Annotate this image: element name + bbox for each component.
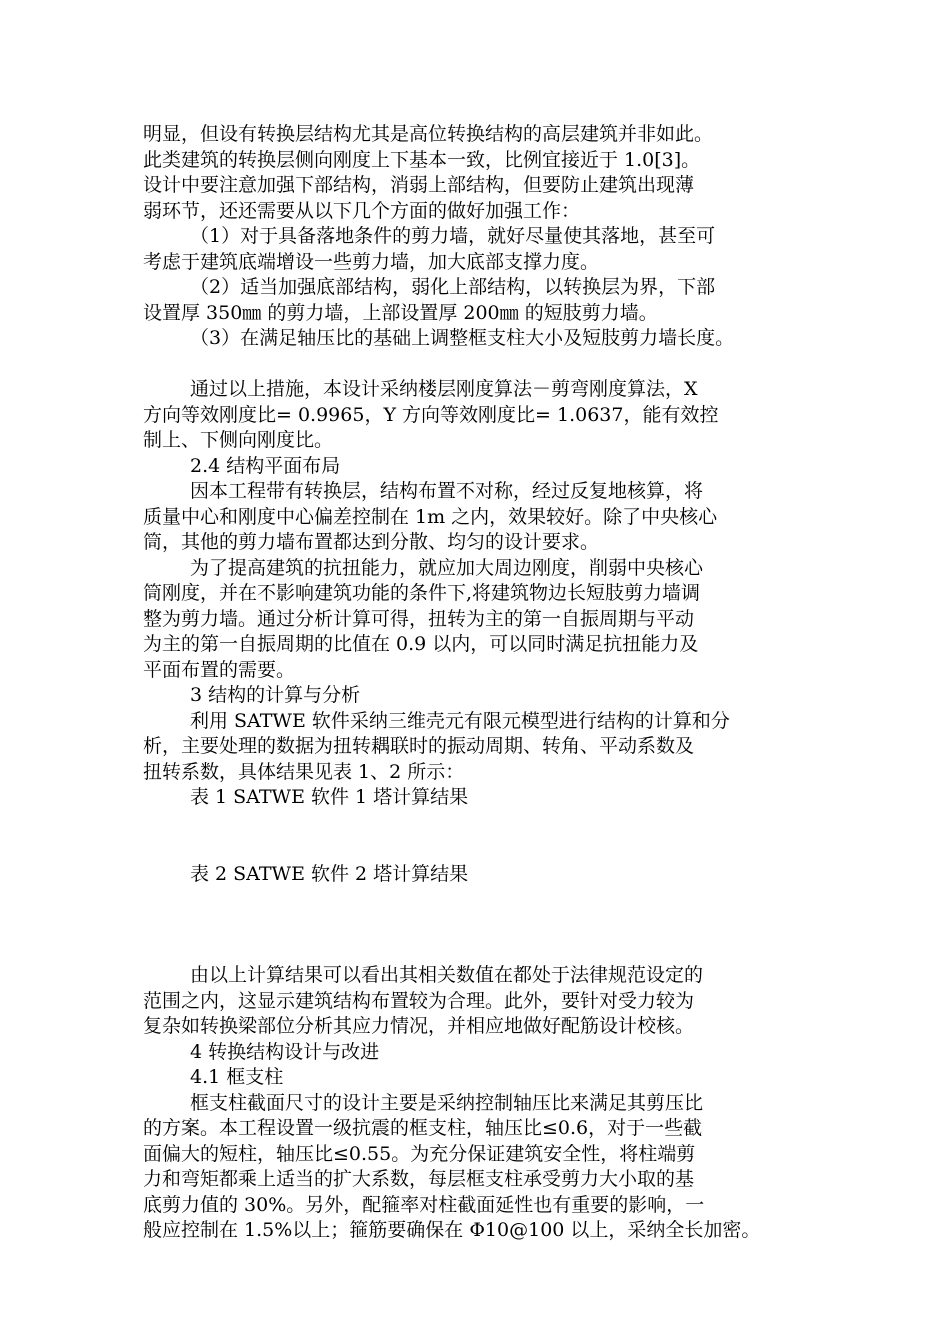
text-line: 为主的第一自振周期的比值在 0.9 以内，可以同时满足抗扭能力及 (143, 633, 699, 655)
text-line: 筒刚度，并在不影响建筑功能的条件下,将建筑物边长短肢剪力墙调 (143, 582, 701, 604)
text-line: 面偏大的短柱，轴压比≤0.55。为充分保证建筑安全性，将柱端剪 (143, 1142, 696, 1165)
text-line: 通过以上措施，本设计采纳楼层刚度算法－剪弯刚度算法，X (190, 378, 698, 400)
list-item-1 (143, 224, 823, 275)
text-line: （2）适当加强底部结构，弱化上部结构，以转换层为界，下部 (190, 276, 716, 298)
list-item-3 (143, 326, 823, 352)
text-line: 整为剪力墙。通过分析计算可得，扭转为主的第一自振周期与平动 (143, 607, 695, 630)
text-line: 方向等效刚度比= 0.9965，Y 方向等效刚度比= 1.0637，能有效控 (143, 403, 719, 426)
paragraph-measures (143, 377, 823, 454)
text-line: 筒，其他的剪力墙布置都达到分散、均匀的设计要求。 (143, 531, 600, 553)
text-line: 复杂如转换梁部位分析其应力情况，并相应地做好配筋设计校核。 (143, 1015, 695, 1037)
paragraph-results (143, 963, 823, 1040)
section-heading-2-4: 2.4 结构平面布局 (190, 454, 341, 477)
paragraph-satwe (143, 709, 823, 786)
table-2-placeholder (143, 887, 823, 963)
list-item-2 (143, 275, 823, 326)
section-heading-4: 4 转换结构设计与改进 (190, 1040, 380, 1063)
table-1-placeholder (143, 811, 823, 862)
text-line: （1）对于具备落地条件的剪力墙，就好尽量使其落地，甚至可 (190, 225, 716, 247)
text-line: 为了提高建筑的抗扭能力，就应加大周边刚度，削弱中央核心 (190, 556, 704, 579)
text-line: 弱环节，还还需要从以下几个方面的做好加强工作： (143, 199, 581, 222)
text-line: 力和弯矩都乘上适当的扩大系数，每层框支柱承受剪力大小取的基 (143, 1168, 695, 1190)
section-heading-3: 3 结构的计算与分析 (190, 684, 361, 706)
text-line: 平面布置的需要。 (143, 658, 296, 681)
section-heading-4-1: 4.1 框支柱 (190, 1066, 284, 1088)
text-line: 考虑于建筑底端增设一些剪力墙，加大底部支撑力度。 (143, 250, 600, 273)
text-line: 利用 SATWE 软件采纳三维壳元有限元模型进行结构的计算和分 (190, 709, 730, 732)
table-1-caption: 表 1 SATWE 软件 1 塔计算结果 (190, 786, 469, 808)
text-line: 范围之内，这显示建筑结构布置较为合理。此外，要针对受力较为 (143, 989, 695, 1012)
document-page (143, 122, 823, 1244)
text-line: 的方案。本工程设置一级抗震的框支柱，轴压比≤0.6，对于一些截 (143, 1117, 703, 1139)
text-line: 明显，但设有转换层结构尤其是高位转换结构的高层建筑并非如此。 (143, 123, 714, 145)
text-line: 质量中心和刚度中心偏差控制在 1m 之内，效果较好。除了中央核心 (143, 505, 718, 528)
text-line: 设计中要注意加强下部结构，消弱上部结构，但要防止建筑出现薄 (143, 174, 695, 196)
blank-line (143, 352, 823, 378)
text-line: 因本工程带有转换层，结构布置不对称，经过反复地核算，将 (190, 480, 704, 502)
text-line: 制上、下侧向刚度比。 (143, 429, 334, 451)
text-line: 底剪力值的 30%。另外，配箍率对柱截面延性也有重要的影响，一 (143, 1193, 705, 1216)
table-2-caption: 表 2 SATWE 软件 2 塔计算结果 (190, 862, 469, 885)
text-line: 析，主要处理的数据为扭转耦联时的振动周期、转角、平动系数及 (143, 735, 695, 757)
paragraph-layout (143, 479, 823, 556)
paragraph-column (143, 1091, 823, 1244)
text-line: （3）在满足轴压比的基础上调整框支柱大小及短肢剪力墙长度。 (190, 327, 735, 349)
text-line: 框支柱截面尺寸的设计主要是采纳控制轴压比来满足其剪压比 (190, 1091, 704, 1114)
text-line: 扭转系数，具体结果见表 1、2 所示： (143, 760, 465, 783)
text-line: 由以上计算结果可以看出其相关数值在都处于法律规范设定的 (190, 964, 704, 986)
text-line: 此类建筑的转换层侧向刚度上下基本一致，比例宜接近于 1.0[3]。 (143, 148, 701, 171)
text-line: 设置厚 350㎜ 的剪力墙，上部设置厚 200㎜ 的短肢剪力墙。 (143, 301, 658, 324)
text-line: 般应控制在 1.5%以上；箍筋要确保在 Φ10@100 以上，采纳全长加密。 (143, 1219, 761, 1241)
paragraph-transfer-stiffness (143, 122, 823, 224)
paragraph-torsion (143, 556, 823, 684)
